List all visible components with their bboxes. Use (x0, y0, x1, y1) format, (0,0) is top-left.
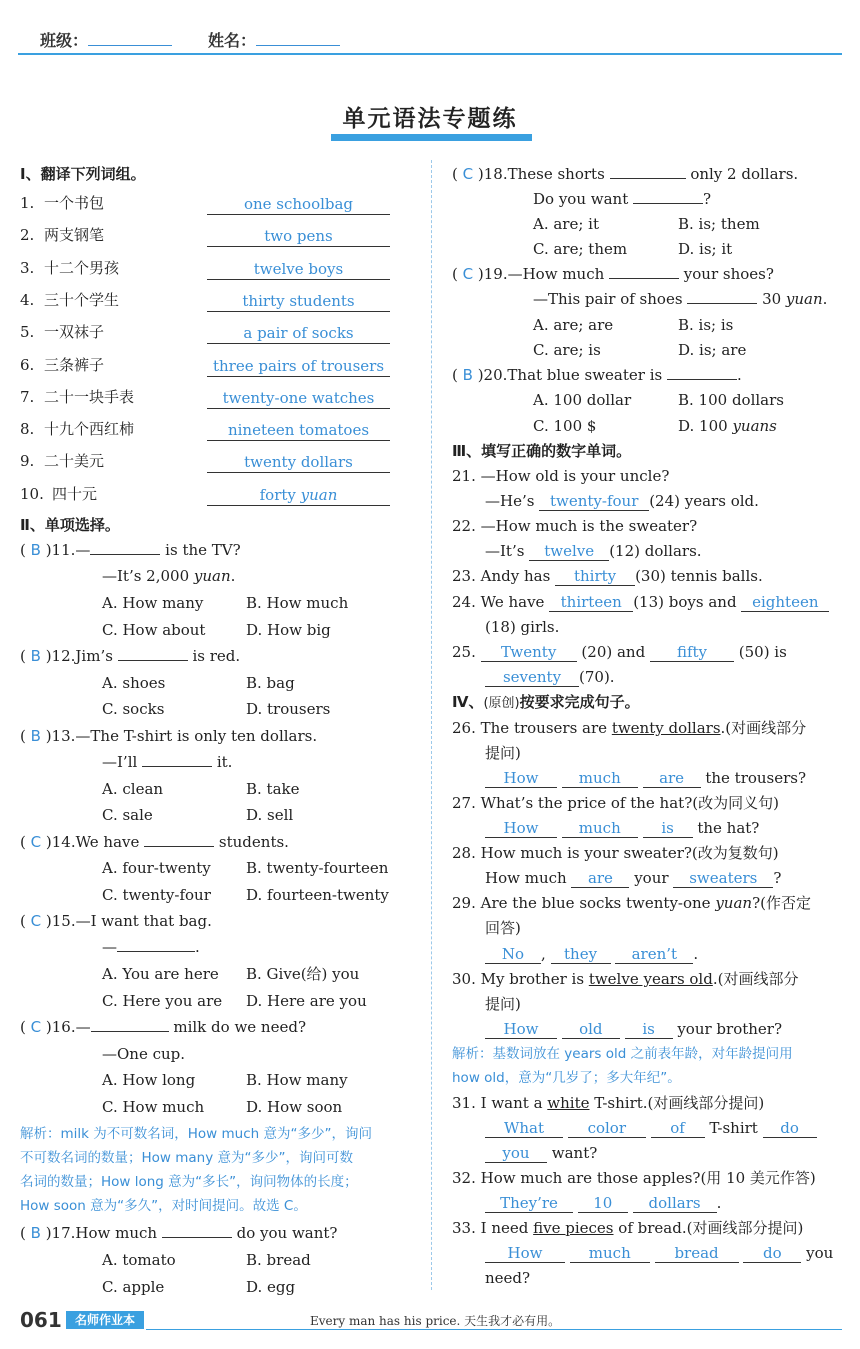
answer-31d[interactable]: do (763, 1119, 817, 1138)
translation-item-number: 4. (20, 290, 35, 309)
q-line: (13) boys and (633, 593, 742, 611)
option-b[interactable]: B. Give(给) you (246, 965, 360, 983)
answer-25a[interactable]: Twenty (481, 643, 577, 662)
q-line: How much is your sweater?(改为复数句) (480, 844, 779, 862)
answer-23[interactable]: thirty (555, 567, 635, 586)
option-b[interactable]: B. 100 dollars (678, 391, 784, 409)
q-line: My brother is (480, 970, 589, 988)
q-num: 20. (483, 366, 508, 384)
answer-part: yuan (300, 485, 338, 504)
q-stem: — (75, 541, 91, 559)
translation-answer[interactable] (207, 485, 390, 506)
answer-28a[interactable]: are (571, 869, 629, 888)
answer-29b[interactable]: they (551, 945, 611, 964)
q-line: of bread.(对画线部分提问) (613, 1219, 804, 1237)
q-stem: How much (75, 1224, 162, 1242)
q-num: 29. (452, 894, 476, 912)
q-line: —He’s (485, 492, 540, 510)
question-23 (452, 566, 763, 586)
translation-item-chinese: 三十个学生 (44, 290, 120, 309)
answer-part: forty (259, 485, 301, 504)
q-line: —It’s (485, 542, 530, 560)
answer-30c[interactable]: is (625, 1020, 673, 1039)
answer-20: B (462, 366, 473, 384)
explanation-16-line2: 不可数名词的数量；How many 意为“多少”，询问可数 (20, 1150, 353, 1166)
heading-part: (原创) (483, 696, 520, 711)
option-a[interactable]: A. four-twenty (102, 859, 211, 877)
blank (610, 165, 686, 179)
answer-32a[interactable]: They’re (485, 1194, 573, 1213)
q-line: I want a (480, 1094, 548, 1112)
answer-28b[interactable]: sweaters (673, 869, 773, 888)
answer-22[interactable]: twelve (529, 542, 609, 561)
q-num: 33. (452, 1219, 476, 1237)
page-number: 061 (20, 1308, 62, 1332)
blank (162, 1224, 232, 1238)
option-d[interactable]: D. trousers (246, 700, 331, 718)
q-line: ? (703, 190, 712, 208)
q-num: 27. (452, 794, 476, 812)
answer-31e[interactable]: you (485, 1144, 547, 1163)
option-a[interactable]: A. clean (102, 780, 164, 798)
q-line: T-shirt (704, 1119, 763, 1137)
class-label: 班级： (40, 31, 89, 50)
q-line: —How old is your uncle? (480, 467, 670, 485)
answer-32c[interactable]: dollars (633, 1194, 717, 1213)
translation-answer[interactable]: twelve boys (207, 259, 390, 280)
q-num: 13. (51, 727, 76, 745)
q-line: —How much is the sweater? (480, 517, 698, 535)
answer-27b[interactable]: much (562, 819, 638, 838)
option-b[interactable]: B. twenty-fourteen (246, 859, 389, 877)
option-d-text: yuans (732, 417, 777, 435)
q-line: need? (485, 1269, 531, 1287)
option-b[interactable]: B. take (246, 780, 300, 798)
blank (118, 647, 188, 661)
answer-15: C (30, 912, 42, 930)
q-line: . (822, 290, 828, 308)
q-line: 30 (757, 290, 786, 308)
option-d[interactable] (678, 416, 777, 436)
brand-badge: 名师作业本 (66, 1311, 144, 1329)
q-line: 提问) (485, 744, 521, 762)
option-b[interactable]: B. bread (246, 1251, 311, 1269)
answer-25b[interactable]: fifty (650, 643, 734, 662)
class-field[interactable] (88, 45, 172, 46)
answer-26c[interactable]: are (643, 769, 701, 788)
q-num: 30. (452, 970, 476, 988)
q-line: yuan (785, 290, 823, 308)
section-1-heading: Ⅰ、翻译下列词组。 (20, 165, 146, 183)
answer-18: C (462, 165, 474, 183)
q-line: the trousers? (700, 769, 807, 787)
answer-33b[interactable]: much (570, 1244, 650, 1263)
q-stem: . (736, 366, 742, 384)
translation-item-chinese: 十二个男孩 (44, 258, 120, 277)
option-b[interactable]: B. How much (246, 594, 349, 612)
translation-item-number: 2. (20, 226, 35, 245)
q-num: 31. (452, 1094, 476, 1112)
q-line: —One cup. (102, 1045, 186, 1063)
option-d[interactable]: D. How soon (246, 1098, 343, 1116)
option-c[interactable]: C. 100 $ (533, 417, 597, 435)
name-field[interactable] (256, 45, 340, 46)
blank (90, 541, 160, 555)
q-stem: students. (214, 833, 289, 851)
translation-answer[interactable]: one schoolbag (207, 194, 390, 215)
option-c[interactable]: C. are; is (533, 341, 601, 359)
q-line: How much are those apples?(用 10 美元作答) (480, 1169, 816, 1187)
answer-27a[interactable]: How (485, 819, 557, 838)
q-num: 15. (51, 912, 76, 930)
q-line: —I’ll (102, 753, 143, 771)
q-stem: These shorts (507, 165, 610, 183)
q-line: your (629, 869, 674, 887)
q-num: 26. (452, 719, 476, 737)
q-line: — (102, 938, 117, 956)
q-line: it. (212, 753, 233, 771)
option-a[interactable]: A. How long (102, 1071, 196, 1089)
translation-item-chinese: 二十一块手表 (44, 387, 135, 406)
q-line: How much (485, 869, 572, 887)
option-a[interactable]: A. tomato (102, 1251, 176, 1269)
blank (142, 753, 212, 767)
q-stem: do you want? (231, 1224, 338, 1242)
answer-32b[interactable]: 10 (578, 1194, 628, 1213)
q-line: the hat? (692, 819, 760, 837)
q-num: 25. (452, 643, 476, 661)
q-stem: — (75, 1018, 91, 1036)
q-stem: is the TV? (160, 541, 241, 559)
q-line: —It’s 2,000 (102, 567, 194, 585)
q-stem: is red. (187, 647, 241, 665)
translation-answer[interactable]: twenty-one watches (207, 388, 390, 409)
q-line: .(对画线部分 (720, 719, 807, 737)
blank (609, 265, 679, 279)
q-line: . (716, 1194, 722, 1212)
translation-item-chinese: 四十元 (52, 484, 98, 503)
option-c[interactable]: C. How about (102, 621, 206, 639)
q-line: (18) girls. (485, 618, 560, 636)
answer-19: C (462, 265, 474, 283)
blank (144, 833, 214, 847)
translation-item-number: 8. (20, 420, 35, 439)
q-line: 提问) (485, 995, 521, 1013)
translation-item-chinese: 三条裤子 (44, 355, 105, 374)
q-line: . (230, 567, 236, 585)
option-a[interactable]: A. 100 dollar (533, 391, 632, 409)
q-stem: milk do we need? (168, 1018, 306, 1036)
q-line: —This pair of shoes (533, 290, 688, 308)
q-line: (20) and (581, 643, 646, 661)
answer-21[interactable]: twenty-four (539, 492, 649, 511)
translation-answer[interactable]: a pair of socks (207, 323, 390, 344)
answer-26a[interactable]: How (485, 769, 557, 788)
q-line: Do you want (533, 190, 633, 208)
option-d-text: D. 100 (678, 417, 733, 435)
answer-24a[interactable]: thirteen (549, 593, 633, 612)
translation-answer[interactable]: twenty dollars (207, 452, 390, 473)
option-c[interactable]: C. socks (102, 700, 165, 718)
translation-answer[interactable]: nineteen tomatoes (207, 420, 390, 441)
option-d[interactable]: D. egg (246, 1278, 296, 1296)
translation-item-chinese: 十九个西红柿 (44, 420, 135, 439)
q-line: We have (480, 593, 550, 611)
option-b[interactable]: B. is; them (678, 215, 760, 233)
q-stem: We have (75, 833, 145, 851)
explanation-30-line2: how old，意为“几岁了；多大年纪”。 (452, 1070, 681, 1086)
q-line: ? (773, 869, 782, 887)
explanation-16-line3: 名词的数量；How long 意为“多长”，询问物体的长度； (20, 1174, 358, 1190)
q-num: 17. (51, 1224, 76, 1242)
q-stem: only 2 dollars. (685, 165, 799, 183)
name-label: 姓名： (208, 31, 257, 50)
translation-answer[interactable]: three pairs of trousers (207, 356, 390, 377)
section-3-heading: Ⅲ、填写正确的数字单词。 (452, 442, 632, 460)
q-num: 11. (51, 541, 76, 559)
translation-answer[interactable]: thirty students (207, 291, 390, 312)
page-title: 单元语法专题练 (342, 106, 518, 132)
option-c[interactable]: C. twenty-four (102, 886, 211, 904)
option-a[interactable]: A. are; it (533, 215, 600, 233)
heading-part: 按要求完成句子。 (519, 693, 640, 711)
q-line: yuan (193, 567, 231, 585)
q-line: .(对画线部分 (712, 970, 799, 988)
q-line: (30) tennis balls. (635, 567, 763, 585)
q-stem: Jim’s (75, 647, 118, 665)
blank (117, 938, 195, 952)
q-line: ?(作否定 (752, 894, 811, 912)
q-num: 19. (483, 265, 508, 283)
option-c[interactable]: C. are; them (533, 240, 628, 258)
answer-16: C (30, 1018, 42, 1036)
q-line: (24) years old. (649, 492, 759, 510)
q-line: I need (480, 1219, 534, 1237)
blank (667, 366, 737, 380)
option-d[interactable]: D. sell (246, 806, 294, 824)
underlined-part: twenty dollars (611, 719, 721, 737)
title-underline (331, 134, 532, 141)
header-bar (18, 25, 842, 55)
q-num: 23. (452, 567, 476, 585)
column-divider (431, 160, 432, 1290)
option-d[interactable]: D. fourteen-twenty (246, 886, 389, 904)
answer-25c[interactable]: seventy (485, 668, 579, 687)
q-num: 32. (452, 1169, 476, 1187)
answer-33c[interactable]: bread (655, 1244, 739, 1263)
q-line: want? (547, 1144, 598, 1162)
translation-item-number: 10. (20, 484, 44, 503)
q-num: 24. (452, 593, 476, 611)
option-b[interactable]: B. How many (246, 1071, 348, 1089)
q-line: Andy has (480, 567, 556, 585)
q-line: Are the blue socks twenty-one (480, 894, 716, 912)
answer-14: C (30, 833, 42, 851)
option-a[interactable]: A. How many (102, 594, 204, 612)
option-d[interactable]: D. How big (246, 621, 331, 639)
answer-31a[interactable]: What (485, 1119, 563, 1138)
blank (91, 1018, 169, 1032)
q-line: 回答) (485, 919, 521, 937)
blank (633, 190, 703, 204)
translation-item-number: 3. (20, 258, 35, 277)
footer-rule (146, 1329, 842, 1330)
translation-item-number: 9. (20, 452, 35, 471)
q-num: 14. (51, 833, 76, 851)
option-c[interactable]: C. apple (102, 1278, 165, 1296)
q-line: The trousers are (480, 719, 612, 737)
translation-item-chinese: 一个书包 (44, 194, 105, 212)
q-stem: —The T-shirt is only ten dollars. (75, 727, 318, 745)
q-stem: That blue sweater is (507, 366, 667, 384)
explanation-16-line4: How soon 意为“多久”，对时间提问。故选 C。 (20, 1198, 307, 1214)
answer-17: B (30, 1224, 41, 1242)
footer-quote: Every man has his price. 天生我才必有用。 (310, 1314, 561, 1328)
q-line: you (801, 1244, 834, 1262)
q-line: (12) dollars. (609, 542, 702, 560)
answer-26b[interactable]: much (562, 769, 638, 788)
answer-30a[interactable]: How (485, 1020, 557, 1039)
answer-33a[interactable]: How (485, 1244, 565, 1263)
translation-item-number: 6. (20, 355, 35, 374)
q-num: 16. (51, 1018, 76, 1036)
option-a[interactable]: A. are; are (533, 316, 614, 334)
q-line: . (195, 938, 200, 956)
explanation-30-line1: 解析：基数词放在 years old 之前表年龄，对年龄提问用 (452, 1046, 793, 1062)
q-num: 18. (483, 165, 508, 183)
answer-31c[interactable]: of (651, 1119, 705, 1138)
option-a[interactable]: A. You are here (102, 965, 219, 983)
answer-13: B (30, 727, 41, 745)
answer-29a[interactable]: No (485, 945, 541, 964)
blank (687, 290, 757, 304)
translation-item-number: 5. (20, 323, 35, 342)
q-line: What’s the price of the hat?(改为同义句) (480, 794, 779, 812)
q-line: (70). (579, 668, 615, 686)
option-b[interactable]: B. is; is (678, 316, 734, 334)
q-line: yuan (715, 894, 753, 912)
answer-12: B (30, 647, 41, 665)
q-num: 28. (452, 844, 476, 862)
option-d[interactable]: D. is; it (678, 240, 733, 258)
section-2-heading: Ⅱ、单项选择。 (20, 516, 120, 534)
answer-11: B (30, 541, 41, 559)
underlined-part: twelve years old (588, 970, 713, 988)
q-line: (50) is (738, 643, 787, 661)
section-4-heading (452, 692, 640, 714)
q-stem: your shoes? (679, 265, 774, 283)
q-num: 22. (452, 517, 476, 535)
option-a[interactable]: A. shoes (102, 674, 166, 692)
q-num: 21. (452, 467, 476, 485)
answer-29c[interactable]: aren’t (615, 945, 693, 964)
option-c[interactable]: C. sale (102, 806, 153, 824)
answer-30b[interactable]: old (562, 1020, 620, 1039)
translation-item-chinese: 一双袜子 (44, 323, 105, 342)
translation-item-chinese: 两支钢笔 (44, 226, 105, 245)
option-d[interactable]: D. is; are (678, 341, 747, 359)
answer-31b[interactable]: color (568, 1119, 646, 1138)
underlined-part: five pieces (533, 1219, 614, 1237)
option-c[interactable]: C. Here you are (102, 992, 223, 1010)
translation-item-number: 1. (20, 194, 35, 212)
option-c[interactable]: C. How much (102, 1098, 205, 1116)
answer-33d[interactable]: do (743, 1244, 801, 1263)
translation-item-chinese: 二十美元 (44, 452, 105, 471)
explanation-16-line1: 解析：milk 为不可数名词，How much 意为“多少”，询问 (20, 1126, 372, 1142)
q-line: your brother? (672, 1020, 783, 1038)
q-line: T-shirt.(对画线部分提问) (589, 1094, 765, 1112)
underlined-part: white (547, 1094, 590, 1112)
q-stem: —I want that bag. (75, 912, 212, 930)
heading-part: Ⅳ、 (452, 693, 484, 711)
translation-answer[interactable]: two pens (207, 226, 390, 247)
option-b[interactable]: B. bag (246, 674, 295, 692)
answer-27c[interactable]: is (643, 819, 693, 838)
q-num: 12. (51, 647, 76, 665)
translation-item-number: 7. (20, 387, 35, 406)
answer-24b[interactable]: eighteen (741, 593, 829, 612)
option-d[interactable]: D. Here are you (246, 992, 367, 1010)
q-stem: —How much (507, 265, 610, 283)
